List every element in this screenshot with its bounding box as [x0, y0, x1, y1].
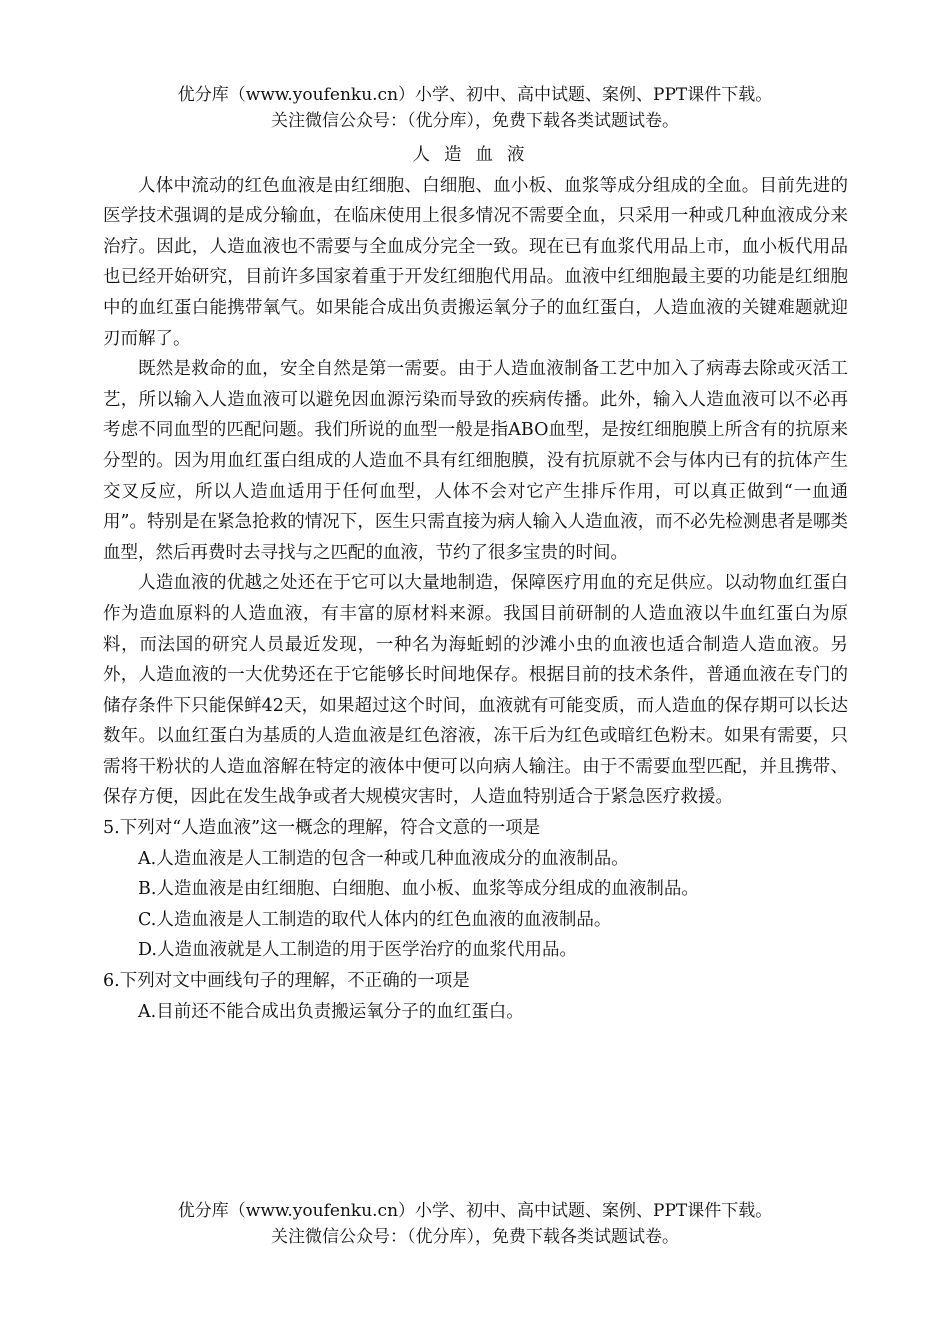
question-5-option-c: C.人造血液是人工制造的取代人体内的红色血液的血液制品。: [138, 909, 612, 930]
paragraph-3: 人造血液的优越之处还在于它可以大量地制造，保障医疗用血的充足供应。以动物血红蛋白作为造血原料的人造血液，有丰富的原材料来源。我国目前研制的人造血液以牛血红蛋白为原料，而法国的研究人员最近发现，一种名为海蚯蚓的沙滩小虫的血液也适合制造人造血液。另外，人造血液的一大优势还在于它能够长时间地保存。根据目前的技术条件，普通血液在专门的储存条件下只能保鲜42天，如果超过这个时间，血液就有可能变质，而人造血的保存期可以长达数年。以血红蛋白为基质的人造血液是红色溶液，冻干后为红色或暗红色粉末。如果有需要，只需将干粉状的人造血溶解在特定的液体中便可以向病人输注。由于不需要血型匹配，并且携带、保存方便，因此在发生战争或者大规模灾害时，人造血特别适合于紧急医疗救援。: [103, 573, 848, 808]
question-5-option-a: A.人造血液是人工制造的包含一种或几种血液成分的血液制品。: [138, 848, 629, 869]
footer-line-2: 关注微信公众号：（优分库），免费下载各类试题试卷。: [271, 1227, 679, 1247]
article-title: 人造血液: [412, 145, 539, 165]
question-5-option-b: B.人造血液是由红细胞、白细胞、血小板、血浆等成分组成的血液制品。: [138, 879, 699, 900]
question-6-option-a: A.目前还不能合成出负责搬运氧分子的血红蛋白。: [138, 1001, 524, 1022]
page-footer: [0, 1198, 950, 1250]
header-line-1: 优分库（www.youfenku.cn）小学、初中、高中试题、案例、PPT课件下载。: [177, 85, 773, 105]
page-header: [0, 82, 950, 134]
question-6-stem: 6.下列对文中画线句子的理解，不正确的一项是: [103, 971, 470, 992]
header-line-2: 关注微信公众号：（优分库），免费下载各类试题试卷。: [271, 111, 679, 131]
question-5-stem: 5.下列对“人造血液”这一概念的理解，符合文意的一项是: [103, 818, 541, 839]
footer-line-1: 优分库（www.youfenku.cn）小学、初中、高中试题、案例、PPT课件下载。: [177, 1201, 773, 1221]
question-5-option-d: D.人造血液就是人工制造的用于医学治疗的血浆代用品。: [138, 940, 577, 961]
paragraph-1: 人体中流动的红色血液是由红细胞、白细胞、血小板、血浆等成分组成的全血。目前先进的医学技术强调的是成分输血，在临床使用上很多情况不需要全血，只采用一种或几种血液成分来治疗。因此，人造血液也不需要与全血成分完全一致。现在已有血浆代用品上市，血小板代用品也已经开始研究，目前许多国家着重于开发红细胞代用品。血液中红细胞最主要的功能是红细胞中的血红蛋白能携带氧气。如果能合成出负责搬运氧分子的血红蛋白，人造血液的关键难题就迎刃而解了。: [103, 175, 848, 349]
paragraph-2: 既然是救命的血，安全自然是第一需要。由于人造血液制备工艺中加入了病毒去除或灭活工艺，所以输入人造血液可以避免因血源污染而导致的疾病传播。此外，输入人造血液可以不必再考虑不同血型的匹配问题。我们所说的血型一般是指ABO血型，是按红细胞膜上所含有的抗原来分型的。因为用血红蛋白组成的人造血不具有红细胞膜，没有抗原就不会与体内已有的抗体产生交叉反应，所以人造血适用于任何血型，人体不会对它产生排斥作用，可以真正做到“一血通用”。特别是在紧急抢救的情况下，医生只需直接为病人输入人造血液，而不必先检测患者是哪类血型，然后再费时去寻找与之匹配的血液，节约了很多宝贵的时间。: [103, 359, 848, 563]
document-body: [103, 140, 848, 1027]
